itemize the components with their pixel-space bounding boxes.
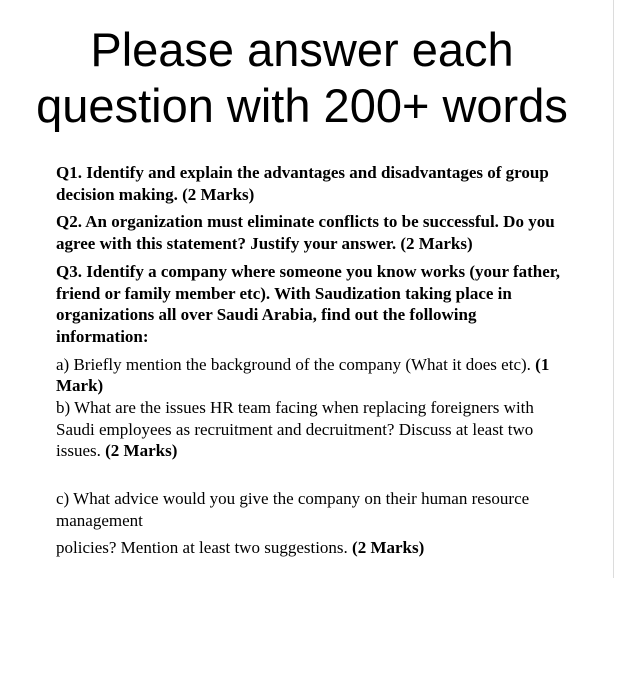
part-a [56, 354, 561, 397]
question-1: Q1. Identify and explain the advantages and disadvantages of group decision making. (2 Marks) [56, 163, 549, 204]
part-c-text: policies? Mention at least two suggestions. [56, 537, 348, 557]
title-line-2: question with 200+ words [36, 79, 568, 132]
part-a-marks: (1 Mark) [56, 354, 550, 396]
page-title [0, 22, 604, 134]
part-b-text: b) What are the issues HR team facing when replacing foreigners with Saudi employees as recruitment and decruitment? Discuss at least two issues. [56, 398, 534, 461]
title-line-1: Please answer each [90, 23, 514, 76]
part-c-line-1: c) What advice would you give the company on their human resource management [56, 489, 530, 530]
page-edge-divider [613, 0, 614, 578]
assignment-body [56, 162, 561, 558]
part-c-line-2 [56, 537, 561, 559]
part-b [56, 397, 561, 462]
spacer [56, 462, 561, 488]
part-a-text: a) Briefly mention the background of the company (What it does etc). [56, 354, 531, 374]
part-b-marks: (2 Marks) [105, 441, 178, 461]
question-2: Q2. An organization must eliminate conflicts to be successful. Do you agree with this statement? Justify your answer. (2 Marks) [56, 212, 555, 254]
question-3: Q3. Identify a company where someone you know works (your father, friend or family member etc). With Saudization taking place in organizations all over Saudi Arabia, find out the following information: [56, 261, 561, 346]
part-c-marks: (2 Marks) [352, 537, 425, 557]
